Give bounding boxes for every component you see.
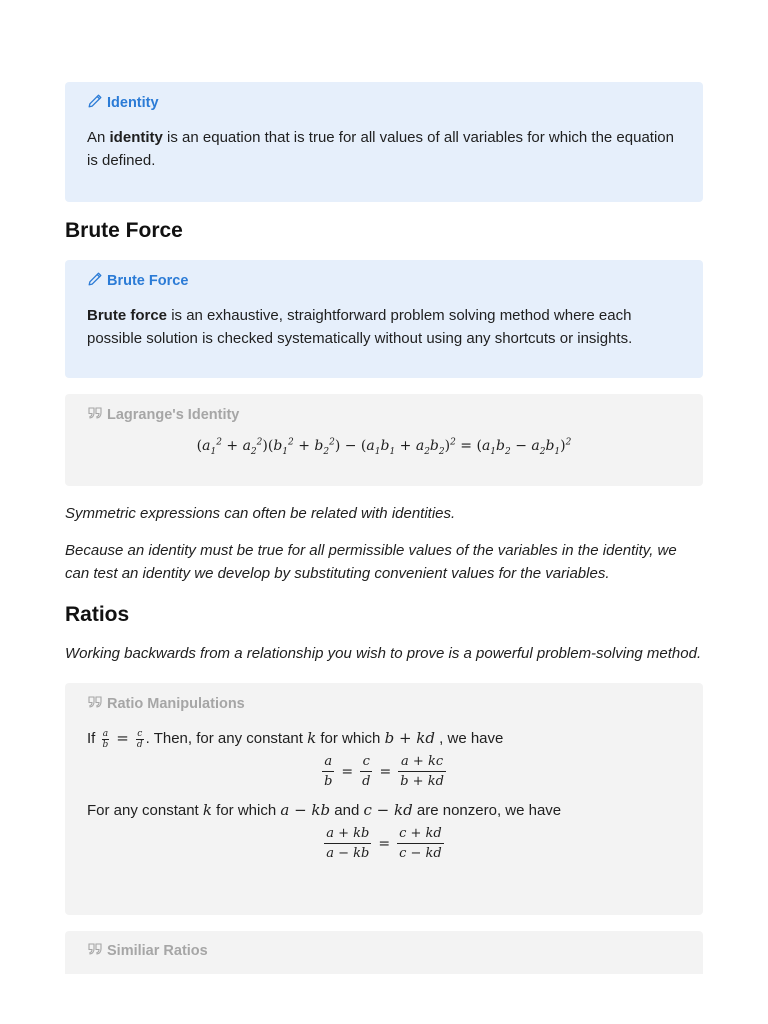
similar-ratios-callout: [65, 931, 703, 974]
lagrange-identity-callout: [65, 394, 703, 486]
lagrange-formula: $(a_1^2 + a_2^2)(b_1^2 + b_2^2) - (a_1b_1 + a_2b_2)^2 = (a_1b_2 - a_2b_1)^2$: [196, 437, 572, 457]
ratio-manipulations-callout: [65, 683, 703, 915]
brute-force-definition-callout: [65, 260, 703, 378]
ratios-heading: Ratios: [65, 603, 130, 626]
callout-title: [87, 942, 681, 960]
identity-term: identity: [109, 129, 163, 146]
ratio-title: Ratio Manipulations: [107, 696, 245, 712]
identity-test-paragraph: Because an identity must be true for all permissible values of the variables in the identity, we can test an identity we develop by substituting convenient values for the variables.: [65, 542, 677, 582]
ratio-line-1: If $\frac{a}{b}$ = $\frac{c}{d}$ . Then, for any constant k for which b + kd , we have: [87, 728, 504, 750]
lagrange-title: Lagrange's Identity: [107, 407, 240, 423]
brute-force-heading: Brute Force: [65, 219, 183, 242]
callout-title: [87, 695, 681, 713]
callout-title: [87, 94, 681, 112]
ratio-formula-1: $\frac{a}{b}$ = $\frac{c}{d}$ = $\frac{a + kc}{b + kd}$: [324, 754, 444, 789]
symmetric-paragraph: Symmetric expressions can often be related with identities.: [65, 505, 456, 522]
pencil-icon: [87, 271, 103, 291]
callout-title: [87, 406, 681, 424]
callout-title: [87, 272, 681, 290]
brute-force-term: Brute force: [87, 307, 168, 324]
brute-force-title: Brute Force: [107, 273, 189, 289]
ratio-line-2: For any constant k for which a − kb and c − kd are nonzero, we have: [87, 801, 562, 819]
working-backwards-paragraph: Working backwards from a relationship you wish to prove is a powerful problem-solving method.: [65, 645, 702, 662]
quote-icon: [87, 694, 103, 714]
identity-title: Identity: [107, 95, 159, 111]
quote-icon: [87, 941, 103, 961]
brute-force-definition-text: Brute force is an exhaustive, straightforward problem solving method where each possible solution is checked systematically without using any shortcuts or insights.: [87, 307, 633, 347]
ratio-formula-2: $\frac{a + kb}{a - kb}$ = $\frac{c + kd}{c - kd}$: [326, 826, 442, 861]
quote-icon: [87, 405, 103, 425]
identity-definition-callout: [65, 82, 703, 202]
pencil-icon: [87, 93, 103, 113]
similar-ratios-title: Similiar Ratios: [107, 943, 208, 959]
identity-definition-text: An identity is an equation that is true for all values of all variables for which the equation is defined.: [87, 129, 674, 169]
document-page: [65, 82, 703, 974]
